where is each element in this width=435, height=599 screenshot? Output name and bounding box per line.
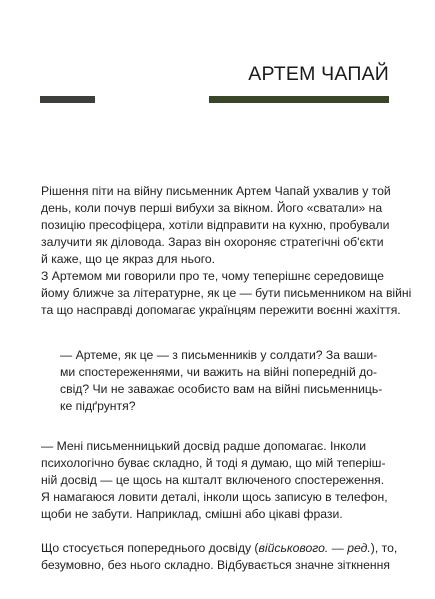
title-rule-left: [40, 96, 95, 103]
paragraph-line: Рішення піти на війну письменник Артем Чапай ухвалив у той: [41, 184, 391, 198]
question-line: — Артеме, як це — з письменників у солдати? За ваши-: [60, 348, 378, 362]
answer-line: [41, 540, 397, 557]
editor-note: військового. — ред.: [258, 541, 371, 555]
answer-text: Що стосується попереднього досвіду (: [41, 541, 259, 555]
question-line: ке підґрунтя?: [60, 399, 136, 413]
paragraph-line: позицію пресофіцера, хотіли відправити на кухню, пробували: [41, 218, 390, 232]
page-title: АРТЕМ ЧАПАЙ: [248, 63, 389, 85]
title-rule-right: [209, 96, 389, 103]
answer-line: щоби не забути. Наприклад, смішні або цікаві фрази.: [41, 507, 343, 521]
question-line: ми спостереженнями, чи важить на війні попередній до-: [60, 365, 378, 379]
paragraph-line: й каже, що це якраз для нього.: [41, 252, 216, 266]
paragraph-line: та що насправді допомагає українцям пережити воєнні жахіття.: [41, 303, 401, 317]
answer-line: Я намагаюся ловити деталі, інколи щось записую в телефон,: [41, 490, 388, 504]
question-line: свід? Чи не заважає особисто вам на війні письменниць-: [60, 382, 383, 396]
paragraph-line: йому ближче за літературне, як це — бути письменником на війні: [41, 286, 412, 300]
paragraph-line: залучити як діловода. Зараз він охороняє стратегічні об'єкти: [41, 235, 384, 249]
answer-line: ній досвід — це щось на кшталт включеного спостереження.: [41, 473, 385, 487]
paragraph-line: день, коли почув перші вибухи за вікном. Його «сватали» на: [41, 201, 383, 215]
paragraph-line: З Артемом ми говорили про те, чому теперішнє середовище: [41, 269, 384, 283]
answer-text: ), то,: [370, 541, 398, 555]
answer-line: безумовно, без нього складно. Відбувається значне зіткнення: [41, 558, 390, 572]
answer-line: — Мені письменницький досвід радше допомагає. Інколи: [41, 439, 367, 453]
answer-line: психологічно буває складно, й тоді я думаю, що мій теперіш-: [41, 456, 386, 470]
